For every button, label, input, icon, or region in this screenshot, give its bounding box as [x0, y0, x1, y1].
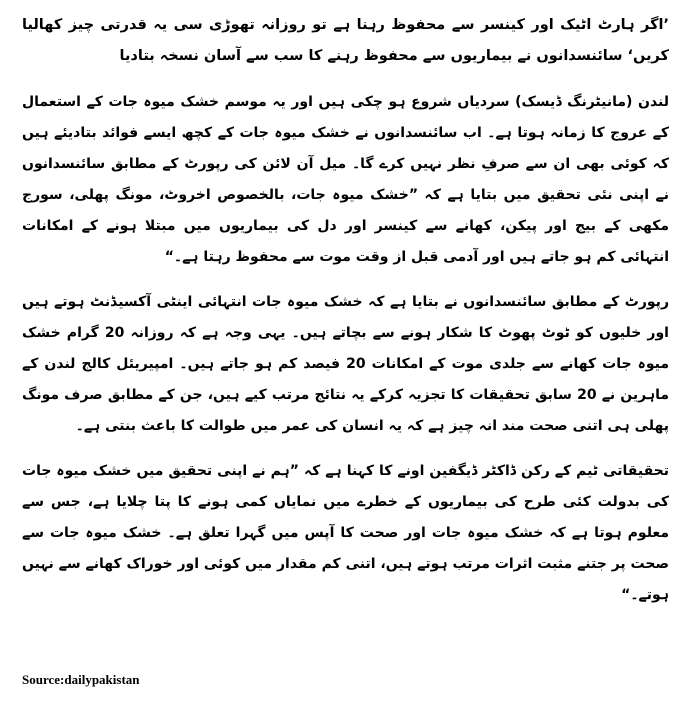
article-paragraph-1: لندن (مانیٹرنگ ڈیسک) سردیاں شروع ہو چکی ہیں اور یہ موسم خشک میوہ جات کے استعمال کے عروج کا زمانہ ہوتا ہے۔ اب سائنسدانوں نے خشک میوہ جات کے کچھ ایسے فوائد بتادیئے ہیں کہ کوئی بھی ان سے صرفِ نظر نہیں کرے گا۔ میل آن لائن کی رپورٹ کے مطابق سائنسدانوں نے اپنی نئی تحقیق میں بتایا ہے کہ ”خشک میوہ جات، بالخصوص اخروٹ، مونگ پھلی، سورج مکھی کے بیج اور پیکن، کھانے سے کینسر اور دل کی بیماریوں میں مبتلا ہونے کے امکانات انتہائی کم ہو جاتے ہیں اور آدمی قبل از وقت موت سے محفوظ رہتا ہے۔“: [22, 94, 669, 265]
article-paragraph-3: تحقیقاتی ٹیم کے رکن ڈاکٹر ڈیگفین اونے کا کہنا ہے کہ ”ہم نے اپنی تحقیق میں خشک میوہ جات کی بدولت کئی طرح کی بیماریوں کے خطرے میں نمایاں کمی ہونے کا پتا چلایا ہے، جس سے معلوم ہوتا ہے کہ خشک میوہ جات اور صحت کا آپس میں گہرا تعلق ہے۔ خشک میوہ جات سے صحت پر جتنے مثبت اثرات مرتب ہوتے ہیں، اتنی کم مقدار میں کوئی اور خوراک کھانے سے نہیں ہوتے۔“: [22, 463, 669, 603]
article-paragraph-2: رپورٹ کے مطابق سائنسدانوں نے بتایا ہے کہ خشک میوہ جات انتہائی اینٹی آکسیڈنٹ ہوتے ہیں اور خلیوں کو ٹوٹ پھوٹ کا شکار ہونے سے بچاتے ہیں۔ یہی وجہ ہے کہ روزانہ 20 گرام خشک میوہ جات کھانے سے جلدی موت کے امکانات 20 فیصد کم ہو جاتے ہیں۔ امپیریئل کالج لندن کے ماہرین نے 20 سابق تحقیقات کا تجزیہ کرکے یہ نتائج مرتب کیے ہیں، جن کے مطابق صرف مونگ پھلی ہی اتنی صحت مند انہ چیز ہے کہ یہ انسان کی عمر میں طوالت کا باعث بنتی ہے۔: [22, 294, 669, 434]
article-headline: ’اگر ہارٹ اٹیک اور کینسر سے محفوظ رہنا ہے تو روزانہ تھوڑی سی یہ قدرتی چیز کھالیا کریں‘ سائنسدانوں نے بیماریوں سے محفوظ رہنے کا سب سے آسان نسخہ بتادیا: [22, 17, 669, 64]
source-credit: Source:dailypakistan: [22, 672, 140, 687]
